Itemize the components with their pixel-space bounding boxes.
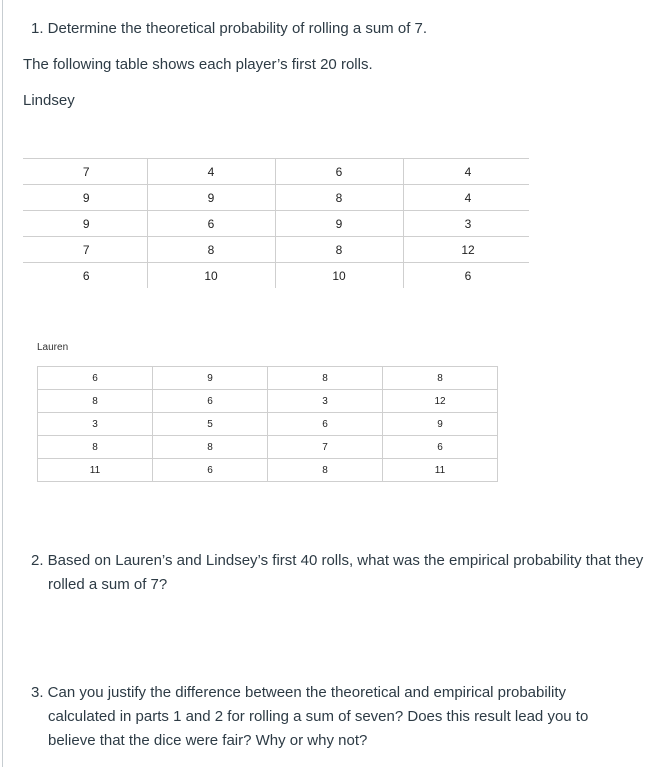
lauren-rolls-table [37, 366, 498, 482]
table-cell: 3 [268, 390, 383, 413]
table-cell: 6 [268, 413, 383, 436]
table-cell: 12 [383, 390, 498, 413]
table-cell: 7 [268, 436, 383, 459]
table-cell: 6 [403, 263, 529, 289]
question-2: 2. Based on Lauren’s and Lindsey’s first 40 rolls, what was the empirical probability that they rolled a sum of 7? [31, 552, 644, 593]
table-cell: 9 [275, 211, 403, 237]
left-border [2, 0, 3, 767]
table-row [23, 263, 529, 289]
table-cell: 12 [403, 237, 529, 263]
table-row [38, 436, 498, 459]
lauren-label: Lauren [37, 342, 69, 353]
table-cell: 6 [38, 367, 153, 390]
table-cell: 8 [268, 367, 383, 390]
table-row [38, 367, 498, 390]
table-row [38, 413, 498, 436]
table-cell: 4 [147, 159, 275, 185]
table-row [23, 185, 529, 211]
table-cell: 9 [147, 185, 275, 211]
table-cell: 10 [147, 263, 275, 289]
table-cell: 9 [153, 367, 268, 390]
table-cell: 8 [383, 367, 498, 390]
table-cell: 9 [23, 185, 147, 211]
lindsey-label: Lindsey [23, 92, 75, 109]
table-cell: 7 [23, 237, 147, 263]
table-row [38, 390, 498, 413]
table-cell: 10 [275, 263, 403, 289]
table-cell: 6 [153, 459, 268, 482]
table-cell: 6 [82, 268, 90, 283]
table-cell: 8 [153, 436, 268, 459]
table-intro: The following table shows each player’s first 20 rolls. [23, 56, 373, 73]
table-cell: 6 [383, 436, 498, 459]
question-1: 1. Determine the theoretical probability of rolling a sum of 7. [31, 20, 428, 37]
table-cell: 8 [38, 436, 153, 459]
table-cell: 8 [268, 459, 383, 482]
table-cell: 3 [403, 211, 529, 237]
table-cell: 9 [383, 413, 498, 436]
table-cell: 8 [275, 185, 403, 211]
table-row [23, 159, 529, 185]
lindsey-rolls-table [23, 158, 529, 288]
table-cell: 11 [38, 459, 153, 482]
table-cell: 4 [403, 185, 529, 211]
table-row [23, 237, 529, 263]
table-row [38, 459, 498, 482]
table-cell: 8 [38, 390, 153, 413]
table-cell: 8 [275, 237, 403, 263]
table-cell: 6 [147, 211, 275, 237]
question-3: 3. Can you justify the difference between the theoretical and empirical probability calculated in parts 1 and 2 for rolling a sum of seven? Does this result lead you to believe that the dice were fair? Why or why not? [31, 684, 589, 749]
table-cell: 6 [153, 390, 268, 413]
table-cell: 6 [275, 159, 403, 185]
table-cell: 7 [23, 159, 147, 185]
table-cell: 4 [403, 159, 529, 185]
table-cell: 3 [38, 413, 153, 436]
table-cell: 11 [383, 459, 498, 482]
table-cell: 8 [147, 237, 275, 263]
table-cell: 5 [153, 413, 268, 436]
table-row [23, 211, 529, 237]
table-cell: 9 [23, 211, 147, 237]
